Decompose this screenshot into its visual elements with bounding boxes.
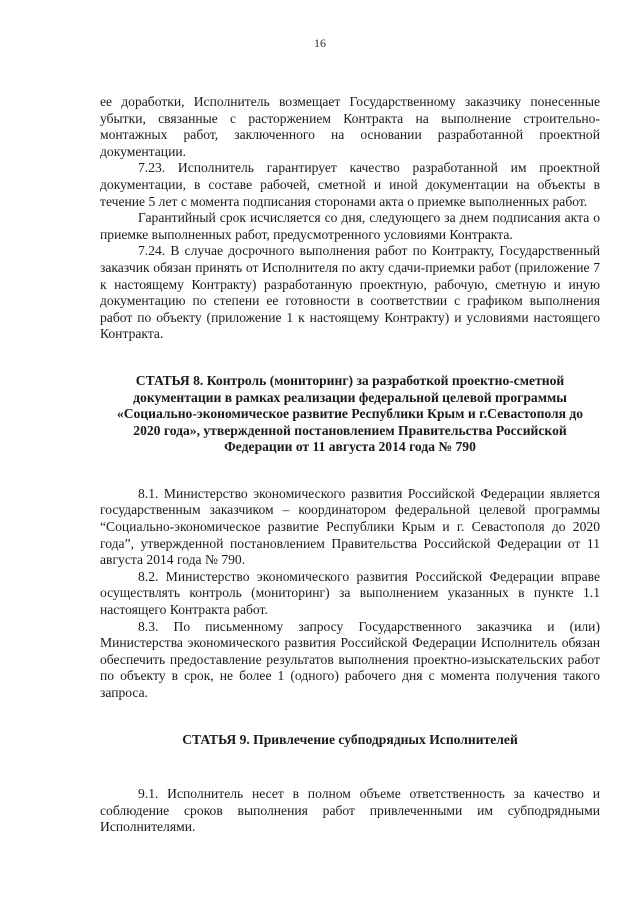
paragraph-9-1: 9.1. Исполнитель несет в полном объеме ответственность за качество и соблюдение сроков выполнения работ привлеченными им субподрядными Исполнителями. bbox=[100, 786, 600, 835]
paragraph-8-1: 8.1. Министерство экономического развития Российской Федерации является государственным заказчиком – координатором федеральной целевой программы “Социально-экономическое развитие Республики Крым и г. Севастополя до 2020 года”, утвержденной постановлением Правительства Российской Федерации от 11 августа 2014 года № 790. bbox=[100, 485, 600, 568]
article-8-heading: СТАТЬЯ 8. Контроль (мониторинг) за разработкой проектно-сметной документации в рамках реализации федеральной целевой программы «Социально-экономическое развитие Республики Крым и г.Севастополя до 2020 года», утвержденной постановлением Правительства Российской Федерации от 11 августа 2014 года № 790 bbox=[116, 372, 584, 455]
paragraph-8-2: 8.2. Министерство экономического развития Российской Федерации вправе осуществлять контроль (мониторинг) за выполнением указанных в пункте 1.1 настоящего Контракта работ. bbox=[100, 568, 600, 618]
page-number: 16 bbox=[314, 36, 326, 50]
paragraph-8-3: 8.3. По письменному запросу Государственного заказчика и (или) Министерства экономического развития Российской Федерации Исполнитель обязан обеспечить предоставление результатов выполнения проектно-изыскательских работ по объекту в срок, не более 1 (одного) рабочего дня с момента получения такого запроса. bbox=[100, 618, 600, 700]
paragraph-7-22-continuation: ее доработки, Исполнитель возмещает Государственному заказчику понесенные убытки, связанные с расторжением Контракта на выполнение строительно-монтажных работ, заключенного на основании разработанной проектной документации. bbox=[100, 94, 600, 159]
document-body bbox=[100, 94, 600, 836]
paragraph-7-24: 7.24. В случае досрочного выполнения работ по Контракту, Государственный заказчик обязан принять от Исполнителя по акту сдачи-приемки работ (приложение 7 к настоящему Контракту) разработанную проектную, рабочую, сметную и иную документацию по степени ее готовности в соответствии с графиком выполнения работ по объекту (приложение 1 к настоящему Контракту) и условиями настоящего Контракта. bbox=[100, 243, 600, 342]
article-9-heading: СТАТЬЯ 9. Привлечение субподрядных Исполнителей bbox=[182, 731, 518, 747]
paragraph-7-23: 7.23. Исполнитель гарантирует качество разработанной им проектной документации, в составе рабочей, сметной и иной документации на объекты в течение 5 лет с момента подписания сторонами акта о приемке выполненных работ. bbox=[100, 160, 600, 209]
paragraph-warranty-period: Гарантийный срок исчисляется со дня, следующего за днем подписания акта о приемке выполненных работ, предусмотренного условиями Контракта. bbox=[100, 210, 600, 242]
